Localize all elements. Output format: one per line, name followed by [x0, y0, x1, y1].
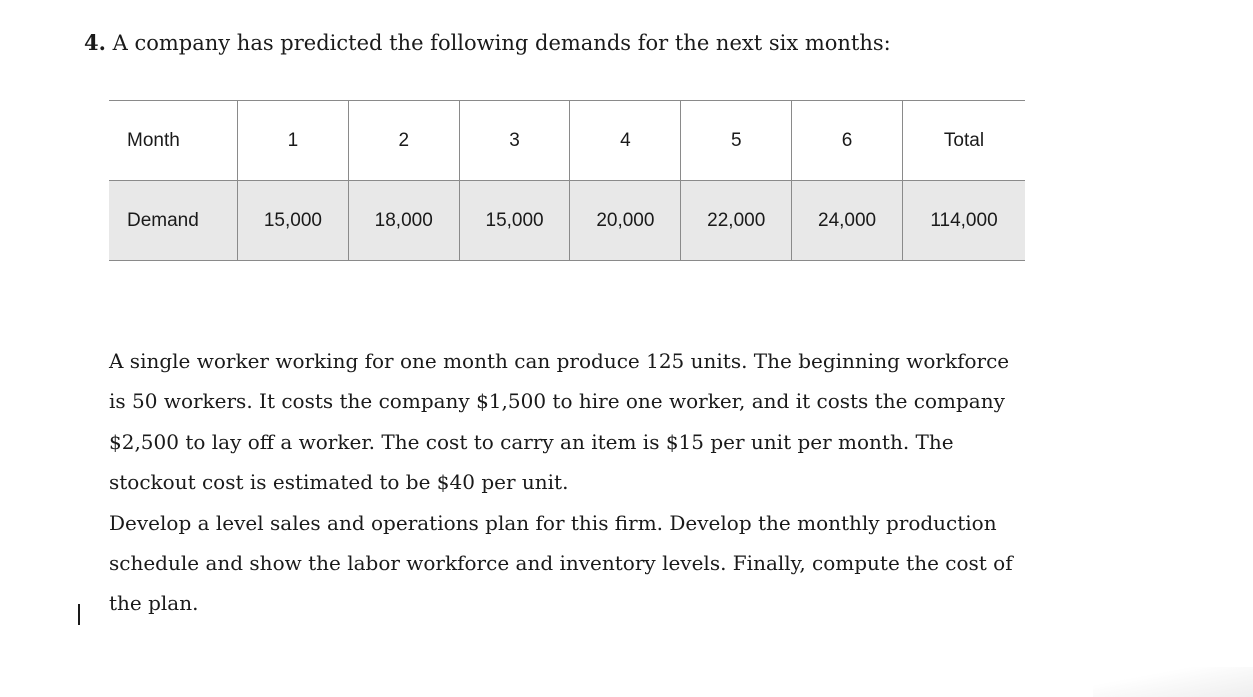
problem-text	[109, 341, 1019, 624]
problem-paragraph-1: A single worker working for one month can produce 125 units. The beginning workforce is 50 workers. It costs the company $1,500 to hire one worker, and it costs the company $2,500 to lay off a worker. The cost to carry an item is $15 per unit per month. The stockout cost is estimated to be $40 per unit.	[109, 349, 1010, 495]
text-cursor	[78, 604, 80, 625]
demand-cell-2: 18,000	[348, 181, 459, 261]
header-cell-4: 4	[570, 101, 681, 181]
header-cell-month: Month	[109, 101, 238, 181]
question-heading	[84, 26, 891, 60]
header-cell-6: 6	[792, 101, 903, 181]
question-number: 4.	[84, 30, 106, 55]
demand-cell-3: 15,000	[459, 181, 570, 261]
demand-cell-6: 24,000	[792, 181, 903, 261]
demand-table	[109, 100, 1025, 261]
problem-paragraph-2: Develop a level sales and operations plan for this firm. Develop the monthly production schedule and show the labor workforce and inventory levels. Finally, compute the cost of the plan.	[109, 510, 1013, 616]
question-text: A company has predicted the following demands for the next six months:	[105, 31, 891, 55]
header-cell-total: Total	[903, 101, 1026, 181]
demand-cell-4: 20,000	[570, 181, 681, 261]
row-label-demand: Demand	[109, 181, 238, 261]
header-cell-5: 5	[681, 101, 792, 181]
demand-cell-5: 22,000	[681, 181, 792, 261]
demand-cell-total: 114,000	[903, 181, 1026, 261]
header-cell-3: 3	[459, 101, 570, 181]
header-cell-1: 1	[238, 101, 349, 181]
header-cell-2: 2	[348, 101, 459, 181]
demand-cell-1: 15,000	[238, 181, 349, 261]
table-header-row	[109, 101, 1025, 181]
table-row	[109, 181, 1025, 261]
page-corner-shadow	[1093, 667, 1253, 697]
